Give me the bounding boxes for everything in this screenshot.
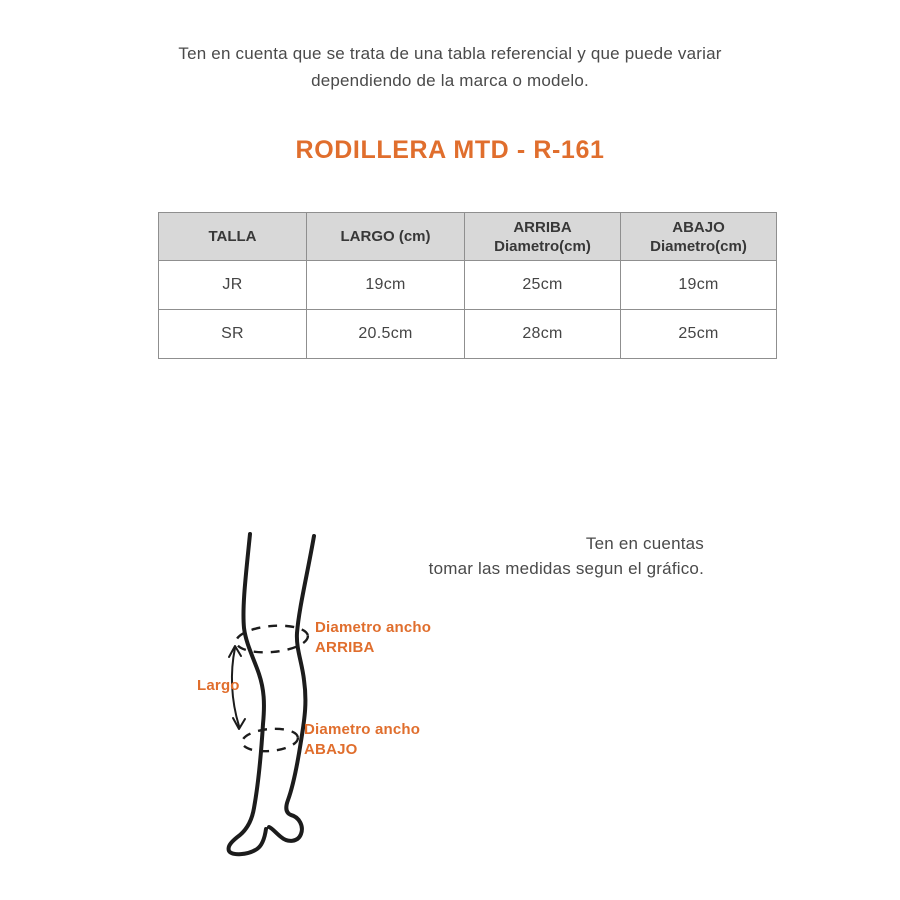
- col-header-abajo: [621, 213, 777, 261]
- product-title: RODILLERA MTD - R-161: [295, 136, 605, 164]
- table-row-sr: [159, 310, 777, 359]
- col-header-arriba: [465, 213, 621, 261]
- measurement-note-line2: tomar las medidas segun el gráfico.: [428, 559, 704, 578]
- cell-sr-abajo: 25cm: [621, 310, 777, 359]
- size-table: [158, 212, 777, 359]
- leg-outline-right: [269, 536, 314, 841]
- col-header-largo: [307, 213, 465, 261]
- col-header-talla-line1: TALLA: [208, 228, 257, 245]
- label-diametro-arriba-line1: Diametro ancho: [315, 619, 432, 636]
- col-header-arriba-line2: Diametro(cm): [494, 237, 591, 255]
- cell-sr-largo: 20.5cm: [307, 310, 465, 359]
- cell-sr-arriba: 28cm: [465, 310, 621, 359]
- cell-jr-abajo: 19cm: [621, 261, 777, 310]
- cell-jr-talla: JR: [159, 261, 307, 310]
- size-table-header: [159, 213, 777, 261]
- label-diametro-arriba-line2: ARRIBA: [315, 639, 375, 656]
- label-diametro-abajo: [304, 720, 420, 760]
- col-header-arriba-line1: ARRIBA: [513, 218, 572, 236]
- cell-jr-arriba: 25cm: [465, 261, 621, 310]
- size-table-body: [159, 261, 777, 359]
- label-diametro-arriba: [315, 618, 431, 658]
- header-row: [159, 213, 777, 261]
- leg-diagram: [150, 515, 490, 885]
- disclaimer-line-1: Ten en cuenta que se trata de una tabla referencial y que puede variar: [178, 44, 722, 63]
- cell-sr-talla: SR: [159, 310, 307, 359]
- abajo-measure-ellipse: [241, 727, 299, 754]
- col-header-largo-line1: LARGO (cm): [340, 228, 431, 245]
- measurement-note-line1: Ten en cuentas: [585, 534, 704, 553]
- disclaimer-text: [0, 40, 900, 94]
- label-largo: Largo: [197, 677, 240, 694]
- table-row-jr: [159, 261, 777, 310]
- col-header-abajo-line2: Diametro(cm): [650, 237, 747, 255]
- col-header-abajo-line1: ABAJO: [672, 218, 725, 236]
- col-header-talla: [159, 213, 307, 261]
- label-diametro-abajo-line2: ABAJO: [304, 741, 358, 758]
- cell-jr-largo: 19cm: [307, 261, 465, 310]
- disclaimer-line-2: dependiendo de la marca o modelo.: [311, 71, 589, 90]
- label-diametro-abajo-line1: Diametro ancho: [304, 721, 421, 738]
